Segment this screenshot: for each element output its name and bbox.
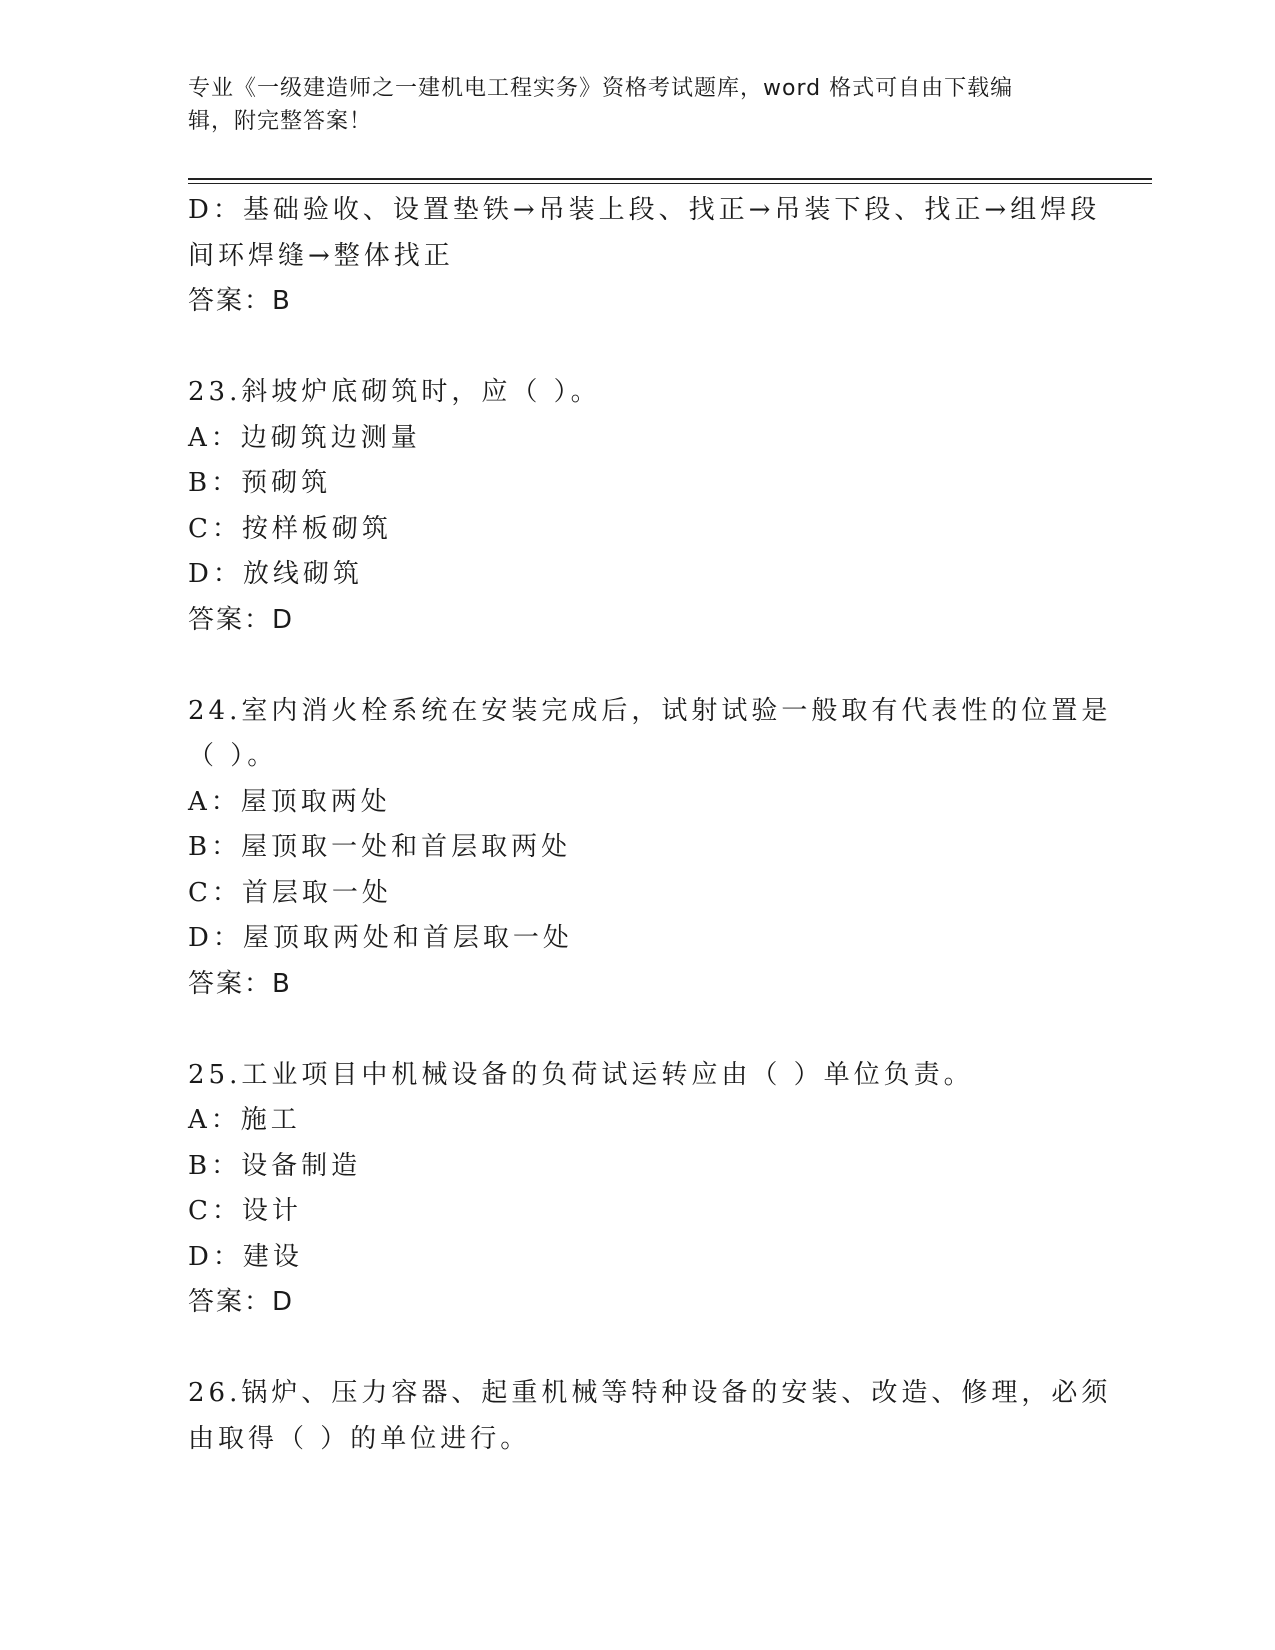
answer: 答案：B — [188, 968, 292, 999]
question-24 — [188, 689, 1112, 1008]
question-stem: 25.工业项目中机械设备的负荷试运转应由（ ）单位负责。 — [188, 1059, 974, 1090]
question-stem: 26.锅炉、压力容器、起重机械等特种设备的安装、改造、修理，必须 — [188, 1378, 1112, 1408]
option-a: A：施工 — [188, 1105, 301, 1135]
header-rule — [188, 178, 1152, 180]
option-d: D：放线砌筑 — [188, 559, 363, 589]
option-c: C：首层取一处 — [188, 877, 392, 908]
option-a: A：边砌筑边测量 — [188, 422, 421, 453]
previous-question-tail — [188, 188, 1101, 325]
option-d: D：屋顶取两处和首层取一处 — [188, 923, 573, 953]
option-b: B：设备制造 — [188, 1150, 362, 1181]
option-d: D：建设 — [188, 1241, 303, 1272]
header-line-1: 专业《一级建造师之一建机电工程实务》资格考试题库，word 格式可自由下载编 — [188, 76, 1014, 101]
option-b: B：屋顶取一处和首层取两处 — [188, 832, 572, 862]
question-list — [188, 188, 1112, 1462]
header-rule-thin — [188, 183, 1152, 184]
question-stem: 24.室内消火栓系统在安装完成后，试射试验一般取有代表性的位置是 — [188, 695, 1112, 726]
answer: 答案：B — [188, 286, 292, 316]
question-stem: 23.斜坡炉底砌筑时，应（ ）。 — [188, 377, 601, 407]
answer: 答案：D — [188, 604, 295, 635]
header-line-2: 辑，附完整答案！ — [188, 109, 373, 134]
option-b: B：预砌筑 — [188, 468, 332, 498]
document-header — [188, 72, 1068, 138]
option-c: C：按样板砌筑 — [188, 513, 392, 544]
answer: 答案：D — [188, 1287, 295, 1317]
option-c: C：设计 — [188, 1196, 302, 1226]
question-26 — [188, 1371, 1112, 1462]
option-d-continued: 间环焊缝→整体找正 — [188, 240, 454, 271]
question-stem-continued: 由取得（ ）的单位进行。 — [188, 1423, 531, 1454]
question-stem-continued: （ ）。 — [188, 741, 278, 771]
question-23 — [188, 370, 1088, 643]
question-25 — [188, 1053, 1088, 1326]
option-a: A：屋顶取两处 — [188, 786, 391, 817]
option-d: D：基础验收、设置垫铁→吊装上段、找正→吊装下段、找正→组焊段 — [188, 195, 1101, 225]
